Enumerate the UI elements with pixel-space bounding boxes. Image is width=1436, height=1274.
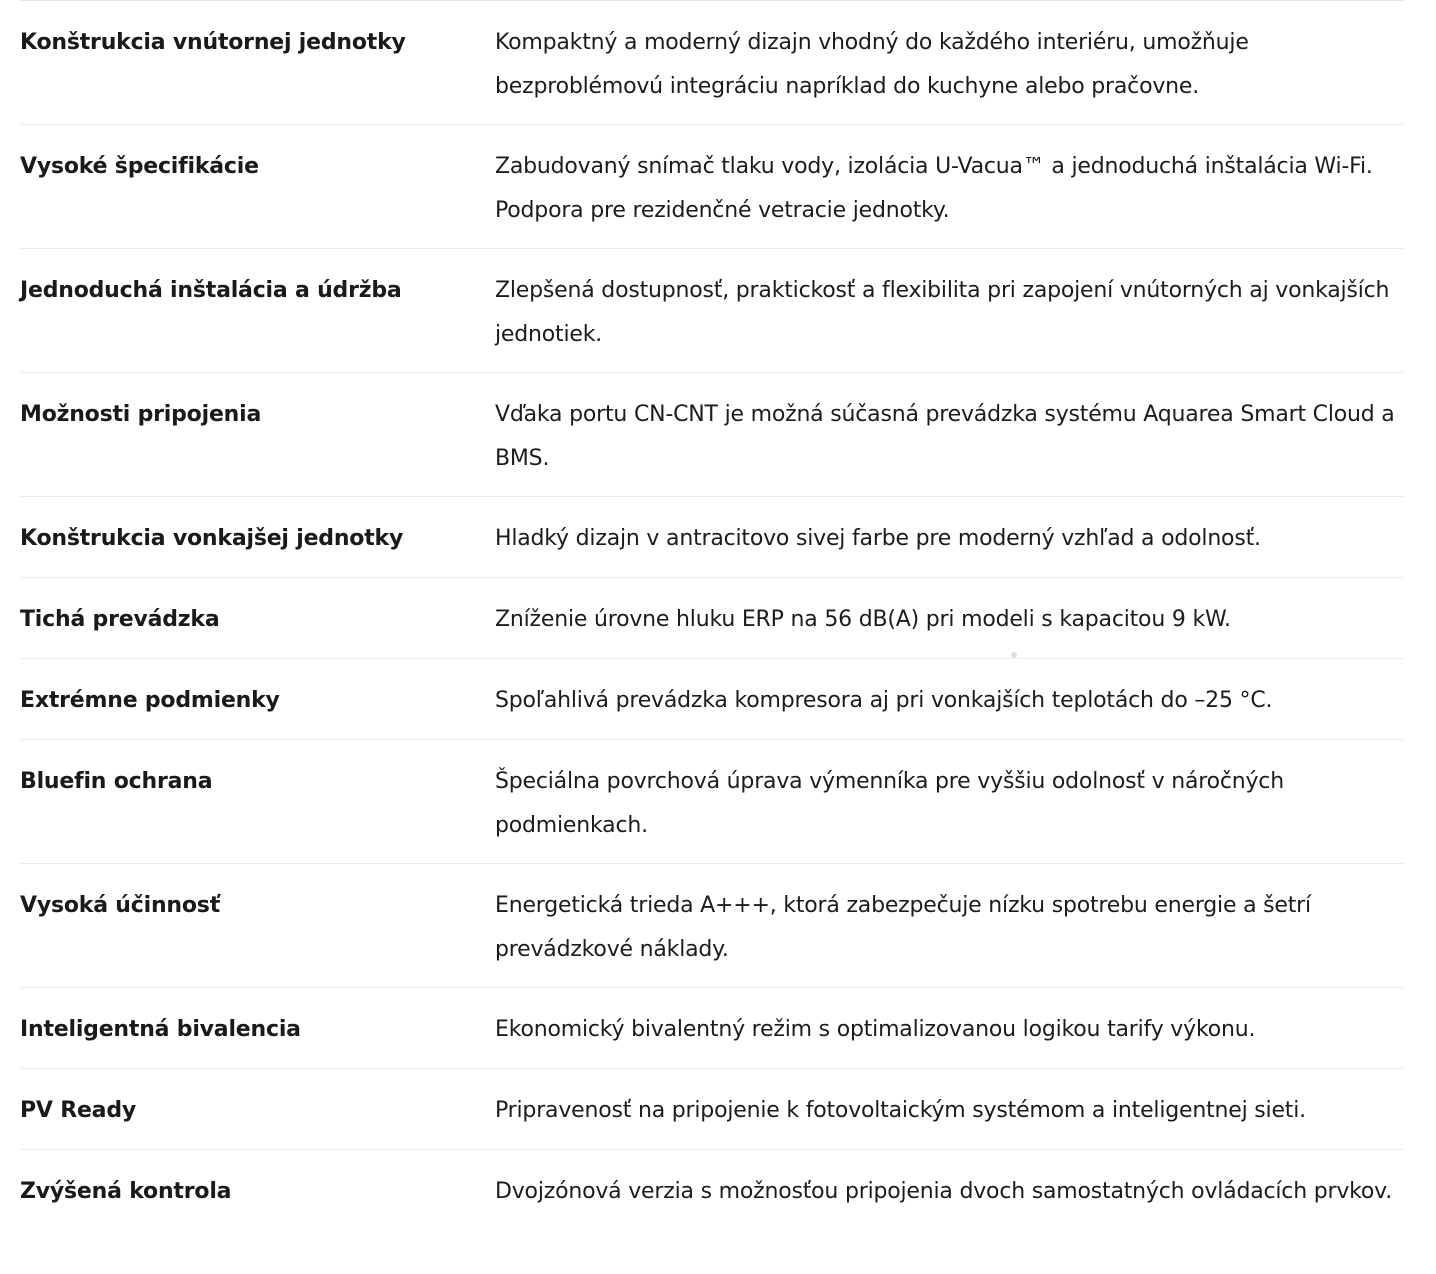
spec-label: Jednoduchá inštalácia a údržba: [20, 278, 402, 303]
spec-value: Zníženie úrovne hluku ERP na 56 dB(A) pri modeli s kapacitou 9 kW.: [495, 607, 1231, 632]
spec-value: Ekonomický bivalentný režim s optimalizovanou logikou tarify výkonu.: [495, 1017, 1256, 1042]
spec-label: Tichá prevádzka: [20, 607, 220, 632]
spec-row: [20, 864, 1404, 988]
spec-value: Zlepšená dostupnosť, praktickosť a flexibilita pri zapojení vnútorných aj vonkajších jednotiek.: [495, 278, 1390, 347]
spec-row: [20, 1150, 1404, 1274]
spec-table: [20, 0, 1404, 1274]
spec-row: [20, 1, 1404, 125]
decorative-dot: [1011, 652, 1017, 658]
spec-row: [20, 1069, 1404, 1150]
spec-value: Hladký dizajn v antracitovo sivej farbe pre moderný vzhľad a odolnosť.: [495, 526, 1261, 551]
spec-label: Konštrukcia vnútornej jednotky: [20, 30, 406, 55]
spec-label: Možnosti pripojenia: [20, 402, 262, 427]
spec-label: Konštrukcia vonkajšej jednotky: [20, 526, 404, 551]
spec-value: Energetická trieda A+++, ktorá zabezpečuje nízku spotrebu energie a šetrí prevádzkové náklady.: [495, 893, 1311, 962]
spec-label: Vysoká účinnosť: [20, 893, 221, 918]
spec-row: [20, 373, 1404, 497]
spec-value: Zabudovaný snímač tlaku vody, izolácia U-Vacua™ a jednoduchá inštalácia Wi-Fi. Podpora pre rezidenčné vetracie jednotky.: [495, 154, 1373, 223]
spec-value: Kompaktný a moderný dizajn vhodný do každého interiéru, umožňuje bezproblémovú integráciu napríklad do kuchyne alebo pračovne.: [495, 30, 1249, 99]
spec-label: Zvýšená kontrola: [20, 1179, 232, 1204]
spec-value: Spoľahlivá prevádzka kompresora aj pri vonkajších teplotách do –25 °C.: [495, 688, 1273, 713]
spec-row: [20, 125, 1404, 249]
spec-label: Inteligentná bivalencia: [20, 1017, 301, 1042]
spec-label: Extrémne podmienky: [20, 688, 280, 713]
spec-value: Špeciálna povrchová úprava výmenníka pre vyššiu odolnosť v náročných podmienkach.: [495, 769, 1284, 838]
spec-label: PV Ready: [20, 1098, 137, 1123]
spec-row: [20, 249, 1404, 373]
spec-row: [20, 988, 1404, 1069]
spec-row: [20, 497, 1404, 578]
spec-row: [20, 740, 1404, 864]
spec-label: Vysoké špecifikácie: [20, 154, 259, 179]
spec-row: [20, 659, 1404, 740]
spec-value: Dvojzónová verzia s možnosťou pripojenia dvoch samostatných ovládacích prvkov.: [495, 1179, 1393, 1204]
spec-label: Bluefin ochrana: [20, 769, 213, 794]
spec-value: Pripravenosť na pripojenie k fotovoltaickým systémom a inteligentnej sieti.: [495, 1098, 1306, 1123]
spec-value: Vďaka portu CN-CNT je možná súčasná prevádzka systému Aquarea Smart Cloud a BMS.: [495, 402, 1395, 471]
spec-row: [20, 578, 1404, 659]
